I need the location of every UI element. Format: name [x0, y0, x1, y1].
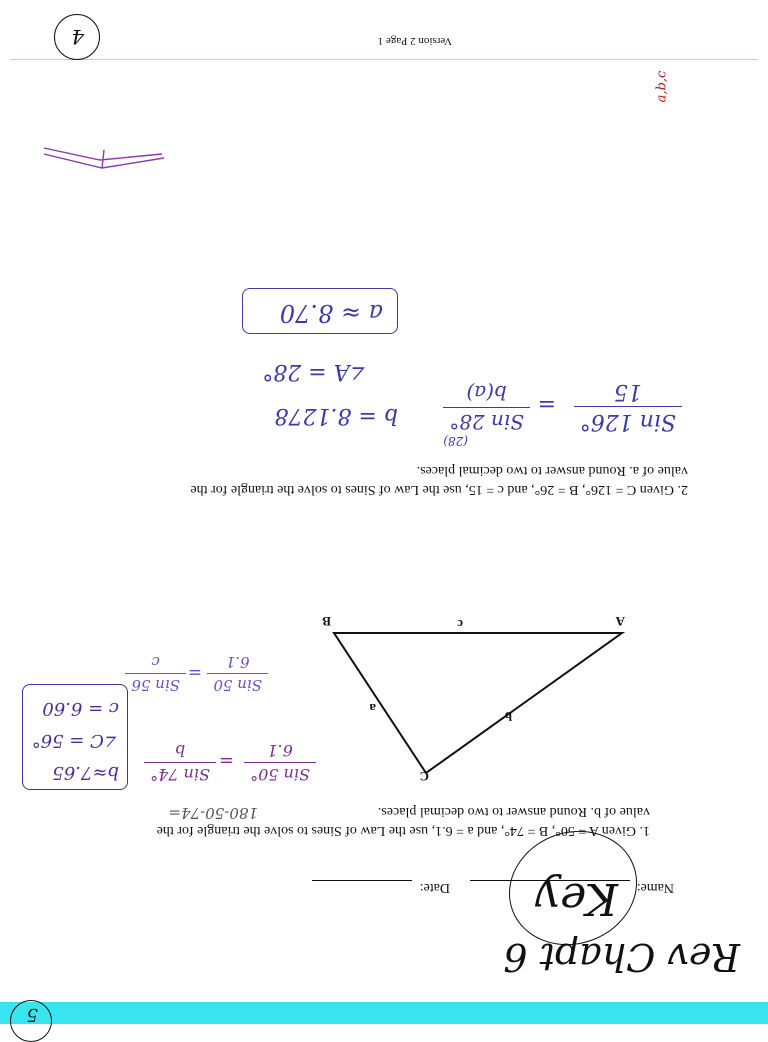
side-label-c: c: [457, 617, 463, 632]
footer-rule: [10, 59, 758, 60]
vertex-label-A: A: [615, 614, 625, 629]
problem2-line2: value of a. Round answer to two decimal places.: [416, 463, 688, 478]
date-label: Date:: [419, 880, 450, 895]
version-line: Version 2 Page 1: [377, 35, 452, 47]
triangle-figure: [308, 619, 628, 789]
fraction-bar: [244, 762, 316, 763]
p1-answer-c: c = 6.60: [42, 698, 119, 719]
p2-eq-left: [574, 379, 682, 434]
p1-eq1-equals: =: [218, 750, 234, 771]
margin-note: a,b,c: [654, 70, 670, 103]
name-label: Name:: [636, 880, 674, 895]
page-number-top: 5: [26, 1004, 38, 1025]
p2-eq-right: [443, 381, 530, 434]
p2-eq-left-num: Sin 126°: [579, 409, 676, 434]
p1-eq1-left-num: Sin 50°: [250, 765, 310, 784]
p1-eq1-right-num: Sin 74°: [150, 765, 210, 784]
p2-answer: a ≈ 8.70: [279, 299, 383, 327]
fraction-bar: [207, 673, 268, 674]
p1-eq2-left-den: 6.1: [225, 652, 250, 671]
page-number-circle-bottom: [54, 14, 100, 60]
margin-sketch: [38, 124, 168, 184]
p1-eq2-right-num: Sin 56: [131, 676, 180, 694]
date-underline: [312, 880, 412, 881]
p2-answer-box: [242, 288, 398, 334]
p1-answer-b: b≈7.65: [52, 762, 119, 783]
p2-eq-equals: =: [537, 391, 556, 416]
p1-eq2-right-den: c: [151, 652, 160, 671]
problem1-line2: value of b. Round answer to two decimal places.: [377, 804, 650, 819]
page-number-bottom: 4: [71, 25, 84, 49]
triangle-shape: [334, 633, 622, 773]
side-label-a: a: [369, 701, 376, 716]
p1-eq2-equals: =: [187, 662, 202, 682]
problem1-angle-sum: 180-50-74=: [168, 804, 258, 822]
fraction-bar: [574, 406, 682, 407]
page-number-circle: [10, 1000, 52, 1042]
scan-color-band: [0, 1002, 768, 1024]
p1-eq1-left-den: 6.1: [267, 740, 293, 760]
problem2-line1: 2. Given C = 126°, B = 26°, and c = 15, use the Law of Sines to solve the triangle for the: [190, 482, 688, 497]
fraction-bar: [144, 762, 216, 763]
fraction-bar: [443, 407, 530, 408]
p1-answer-angle-c: ∠C = 56°: [31, 730, 119, 751]
p2-angle-a: ∠A = 28°: [262, 359, 368, 384]
vertex-label-C: C: [419, 769, 429, 784]
p2-eq-right-den: b(a): [466, 380, 507, 405]
p2-b-value: b = 8.1278: [274, 403, 398, 428]
p2-eq-right-num: Sin 28°: [449, 410, 524, 434]
p1-eq1-right: [144, 741, 216, 784]
p2-angle-note: (28): [443, 434, 468, 448]
fraction-bar: [125, 673, 186, 674]
side-label-b: b: [504, 709, 512, 724]
p1-eq2-left: [207, 653, 268, 694]
p2-eq-left-den: 15: [613, 378, 642, 404]
sketch-lines: [44, 148, 164, 168]
problem1-line1: 1. Given A = 50°, B = 74°, and a = 6.1, use the Law of Sines to solve the triangle for the: [156, 823, 650, 838]
vertex-label-B: B: [322, 614, 331, 629]
p1-eq1-left: [244, 741, 316, 784]
key-mark: Key: [535, 873, 618, 924]
p1-answer-box: [22, 684, 128, 790]
p1-eq1-right-den: b: [174, 740, 186, 760]
p1-eq2-left-num: Sin 50: [213, 676, 262, 694]
p1-eq2-right: [125, 653, 186, 694]
name-handwritten: Rev Chapt 6: [503, 935, 740, 979]
